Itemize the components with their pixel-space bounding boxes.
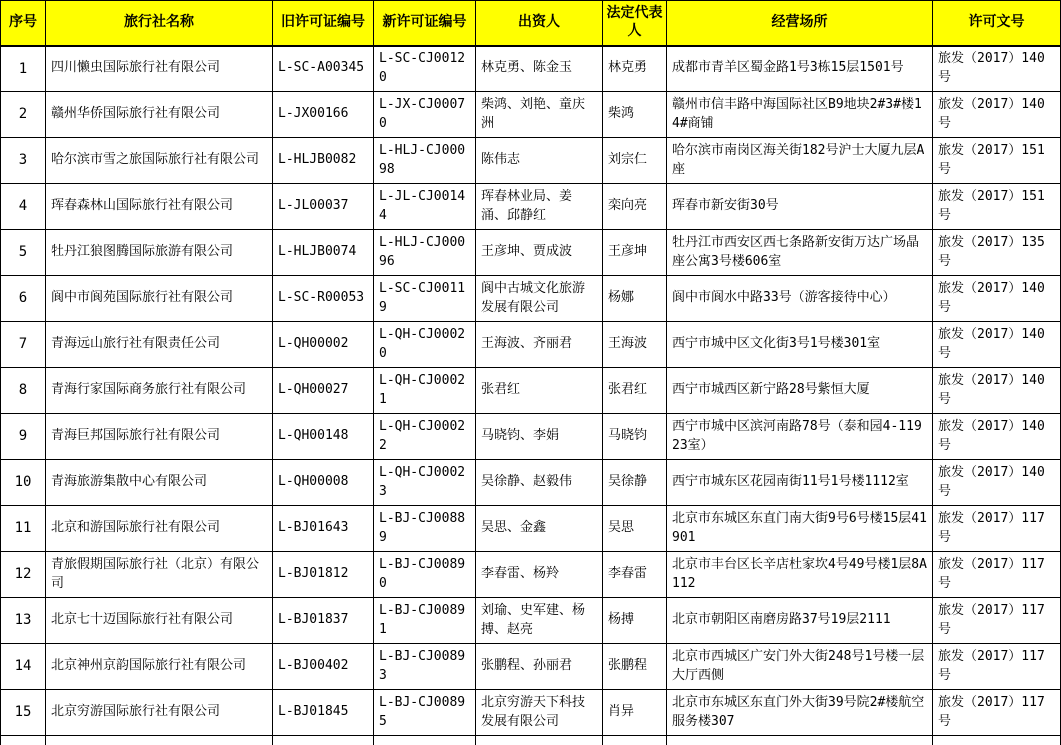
cell-index: 1 [1,46,46,92]
cell-old_license: L-JX00166 [273,92,374,138]
table-row [1,322,1061,368]
cell-new_license: L-BJ-CJ00893 [374,644,476,690]
cell-new_license: L-SC-CJ00119 [374,276,476,322]
cell-doc_no: 旅发（2017）151号 [933,138,1061,184]
cell-new_license: L-QH-CJ00023 [374,460,476,506]
header-premises: 经营场所 [667,1,933,46]
cell-investor: 张君红 [476,368,603,414]
table-row-partial [1,736,1061,745]
cell-old_license: L-BJ00402 [273,644,374,690]
cell-name: 青海行家国际商务旅行社有限公司 [46,368,273,414]
cell-new_license: L-HLJ-CJ00096 [374,230,476,276]
cell-new_license: L-BJ-CJ00895 [374,690,476,736]
cell-premises: 珲春市新安街30号 [667,184,933,230]
cell-index: 13 [1,598,46,644]
cell-name: 青旅假期国际旅行社（北京）有限公司 [46,552,273,598]
cell-legal_rep: 柴鸿 [603,92,667,138]
cell-old_license [273,736,374,745]
header-index: 序号 [1,1,46,46]
cell-new_license: L-QH-CJ00020 [374,322,476,368]
table-row [1,46,1061,92]
cell-doc_no: 旅发（2017）135号 [933,230,1061,276]
cell-premises: 西宁市城中区滨河南路78号（泰和园4-11923室） [667,414,933,460]
table-row [1,552,1061,598]
cell-new_license: L-BJ-CJ00890 [374,552,476,598]
cell-premises: 阆中市阆水中路33号（游客接待中心） [667,276,933,322]
cell-name: 北京七十迈国际旅行社有限公司 [46,598,273,644]
cell-premises: 西宁市城西区新宁路28号紫恒大厦 [667,368,933,414]
cell-name: 北京神州京韵国际旅行社有限公司 [46,644,273,690]
cell-name: 北京和游国际旅行社有限公司 [46,506,273,552]
cell-investor: 马晓钧、李娟 [476,414,603,460]
cell-index: 6 [1,276,46,322]
cell-investor [476,736,603,745]
cell-doc_no: 旅发（2017）151号 [933,184,1061,230]
cell-investor: 陈伟志 [476,138,603,184]
cell-name: 珲春森林山国际旅行社有限公司 [46,184,273,230]
cell-doc_no: 旅发（2017）140号 [933,92,1061,138]
cell-legal_rep: 马晓钧 [603,414,667,460]
cell-old_license: L-QH00148 [273,414,374,460]
cell-old_license: L-QH00002 [273,322,374,368]
cell-premises: 北京市东城区东直门南大街9号6号楼15层41901 [667,506,933,552]
cell-old_license: L-QH00027 [273,368,374,414]
cell-index: 11 [1,506,46,552]
cell-new_license: L-QH-CJ00022 [374,414,476,460]
cell-index: 12 [1,552,46,598]
cell-investor: 珲春林业局、姜涌、邱静红 [476,184,603,230]
cell-old_license: L-BJ01812 [273,552,374,598]
header-row [1,1,1061,46]
table-row [1,276,1061,322]
cell-legal_rep: 吴思 [603,506,667,552]
cell-premises: 成都市青羊区蜀金路1号3栋15层1501号 [667,46,933,92]
cell-new_license: L-HLJ-CJ00098 [374,138,476,184]
cell-legal_rep: 杨搏 [603,598,667,644]
cell-new_license: L-QH-CJ00021 [374,368,476,414]
cell-investor: 刘瑜、史军建、杨搏、赵亮 [476,598,603,644]
cell-investor: 北京穷游天下科技发展有限公司 [476,690,603,736]
cell-legal_rep: 肖异 [603,690,667,736]
cell-index: 9 [1,414,46,460]
table-row [1,92,1061,138]
cell-legal_rep: 吴徐静 [603,460,667,506]
cell-doc_no: 旅发（2017）140号 [933,46,1061,92]
cell-investor: 柴鸿、刘艳、童庆洲 [476,92,603,138]
cell-name [46,736,273,745]
cell-legal_rep: 张君红 [603,368,667,414]
cell-legal_rep: 王海波 [603,322,667,368]
cell-name: 北京穷游国际旅行社有限公司 [46,690,273,736]
cell-doc_no: 旅发（2017）140号 [933,460,1061,506]
cell-old_license: L-BJ01837 [273,598,374,644]
table-row [1,506,1061,552]
table-row [1,184,1061,230]
cell-index: 4 [1,184,46,230]
cell-name: 四川懒虫国际旅行社有限公司 [46,46,273,92]
cell-premises: 哈尔滨市南岗区海关街182号沪士大厦九层A座 [667,138,933,184]
cell-legal_rep: 林克勇 [603,46,667,92]
cell-legal_rep: 张鹏程 [603,644,667,690]
cell-premises: 赣州市信丰路中海国际社区B9地块2#3#楼14#商铺 [667,92,933,138]
cell-old_license: L-SC-R00053 [273,276,374,322]
cell-legal_rep: 杨娜 [603,276,667,322]
table-header [1,1,1061,46]
cell-doc_no: 旅发（2017）117号 [933,598,1061,644]
header-investor: 出资人 [476,1,603,46]
table-row [1,460,1061,506]
cell-doc_no: 旅发（2017）140号 [933,368,1061,414]
cell-old_license: L-HLJB0074 [273,230,374,276]
table-row [1,644,1061,690]
cell-investor: 阆中古城文化旅游发展有限公司 [476,276,603,322]
cell-investor: 林克勇、陈金玉 [476,46,603,92]
table-row [1,414,1061,460]
cell-legal_rep: 刘宗仁 [603,138,667,184]
cell-new_license: L-BJ-CJ00889 [374,506,476,552]
cell-old_license: L-HLJB0082 [273,138,374,184]
cell-name: 青海巨邦国际旅行社有限公司 [46,414,273,460]
cell-doc_no: 旅发（2017）140号 [933,414,1061,460]
table-row [1,230,1061,276]
cell-index: 14 [1,644,46,690]
cell-index: 10 [1,460,46,506]
cell-name: 青海远山旅行社有限责任公司 [46,322,273,368]
cell-doc_no: 旅发（2017）140号 [933,276,1061,322]
cell-legal_rep: 李春雷 [603,552,667,598]
cell-old_license: L-BJ01643 [273,506,374,552]
header-name: 旅行社名称 [46,1,273,46]
cell-doc_no: 旅发（2017）117号 [933,506,1061,552]
header-legal-rep: 法定代表人 [603,1,667,46]
cell-name: 哈尔滨市雪之旅国际旅行社有限公司 [46,138,273,184]
cell-premises: 西宁市城东区花园南街11号1号楼1112室 [667,460,933,506]
cell-investor: 张鹏程、孙丽君 [476,644,603,690]
cell-doc_no: 旅发（2017）117号 [933,644,1061,690]
header-new-license: 新许可证编号 [374,1,476,46]
cell-index: 5 [1,230,46,276]
cell-new_license: L-SC-CJ00120 [374,46,476,92]
cell-index: 8 [1,368,46,414]
cell-old_license: L-QH00008 [273,460,374,506]
cell-investor: 王海波、齐丽君 [476,322,603,368]
cell-index: 3 [1,138,46,184]
cell-old_license: L-BJ01845 [273,690,374,736]
cell-new_license: L-JL-CJ00144 [374,184,476,230]
table-row [1,368,1061,414]
cell-name: 阆中市阆苑国际旅行社有限公司 [46,276,273,322]
cell-new_license [374,736,476,745]
cell-investor: 吴徐静、赵毅伟 [476,460,603,506]
cell-investor: 吴思、金鑫 [476,506,603,552]
cell-name: 牡丹江狼图腾国际旅游有限公司 [46,230,273,276]
cell-legal_rep: 栾向亮 [603,184,667,230]
cell-index: 7 [1,322,46,368]
cell-premises: 北京市丰台区长辛店杜家坎4号49号楼1层8A112 [667,552,933,598]
table-row [1,138,1061,184]
cell-premises: 牡丹江市西安区西七条路新安街万达广场晶座公寓3号楼606室 [667,230,933,276]
cell-name: 青海旅游集散中心有限公司 [46,460,273,506]
cell-new_license: L-JX-CJ00070 [374,92,476,138]
table-row [1,690,1061,736]
cell-legal_rep: 王彦坤 [603,230,667,276]
cell-index: 15 [1,690,46,736]
table-body [1,46,1061,745]
cell-premises: 北京市西城区广安门外大街248号1号楼一层大厅西侧 [667,644,933,690]
cell-doc_no: 旅发（2017）117号 [933,690,1061,736]
cell-doc_no [933,736,1061,745]
cell-old_license: L-SC-A00345 [273,46,374,92]
cell-investor: 王彦坤、贾成波 [476,230,603,276]
cell-doc_no: 旅发（2017）140号 [933,322,1061,368]
cell-new_license: L-BJ-CJ00891 [374,598,476,644]
cell-premises: 西宁市城中区文化街3号1号楼301室 [667,322,933,368]
cell-legal_rep [603,736,667,745]
cell-index: 2 [1,92,46,138]
cell-premises: 北京市东城区东直门外大街39号院2#楼航空服务楼307 [667,690,933,736]
header-old-license: 旧许可证编号 [273,1,374,46]
cell-premises [667,736,933,745]
cell-name: 赣州华侨国际旅行社有限公司 [46,92,273,138]
cell-premises: 北京市朝阳区南磨房路37号19层2111 [667,598,933,644]
table-row [1,598,1061,644]
cell-investor: 李春雷、杨羚 [476,552,603,598]
header-doc-no: 许可文号 [933,1,1061,46]
cell-doc_no: 旅发（2017）117号 [933,552,1061,598]
cell-index [1,736,46,745]
cell-old_license: L-JL00037 [273,184,374,230]
